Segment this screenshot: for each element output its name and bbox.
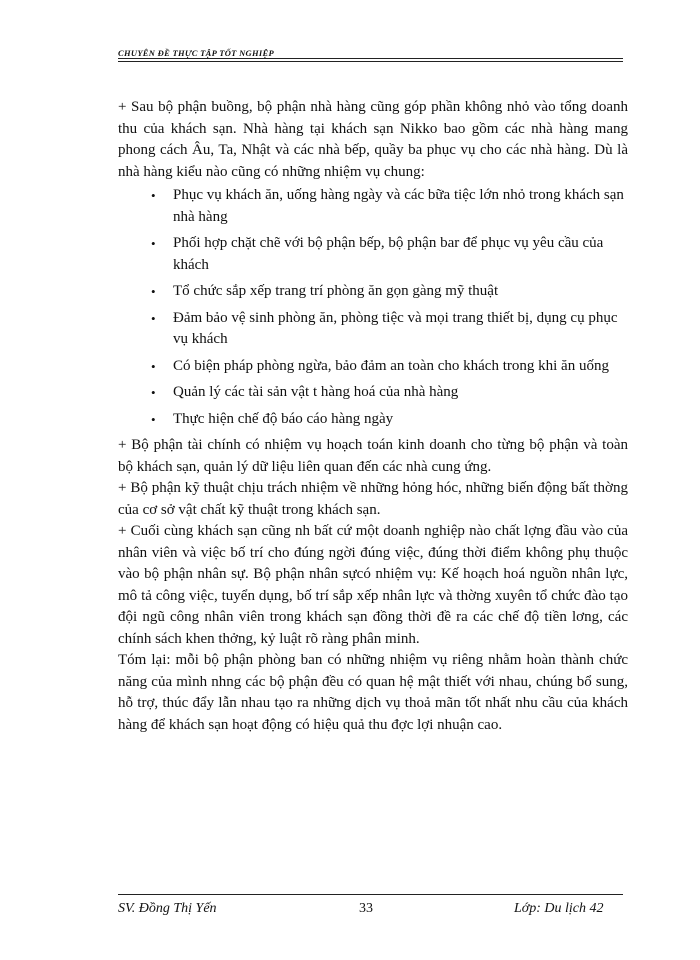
bullet-icon: • xyxy=(151,284,156,299)
list-item xyxy=(118,233,628,276)
list-item xyxy=(118,356,628,378)
list-item xyxy=(118,382,628,404)
list-item xyxy=(118,185,628,228)
bullet-icon: • xyxy=(151,358,156,374)
document-body xyxy=(118,97,628,736)
list-item xyxy=(118,308,628,351)
bullet-icon: • xyxy=(151,188,156,203)
list-item-text: Đảm bảo vệ sinh phòng ăn, phòng tiệc và mọi trang thiết bị, dụng cụ phục vụ khách xyxy=(173,309,618,347)
list-item-text: Phục vụ khách ăn, uống hàng ngày và các bữa tiệc lớn nhỏ trong khách sạn nhà hàng xyxy=(173,187,624,225)
duties-list xyxy=(118,185,628,430)
list-item-text: Thực hiện chế độ báo cáo hàng ngày xyxy=(173,410,394,427)
paragraph-technical: + Bộ phận kỹ thuật chịu trách nhiệm về những hỏng hóc, những biến động bất thờng của cơ sở vật chất kỹ thuật trong khách sạn. xyxy=(118,480,628,518)
bullet-icon: • xyxy=(151,411,156,427)
header-divider-double xyxy=(118,61,623,62)
page-number: 33 xyxy=(359,901,373,916)
footer-divider xyxy=(118,894,623,895)
list-item xyxy=(118,409,628,431)
list-item-text: Quản lý các tài sản vật t hàng hoá của nhà hàng xyxy=(173,384,459,400)
footer-class: Lớp: Du lịch 42 xyxy=(514,901,604,916)
paragraph-restaurant: + Sau bộ phận buồng, bộ phận nhà hàng cũng góp phần không nhỏ vào tổng doanh thu của khách sạn. Nhà hàng tại khách sạn Nikko bao gồm các nhà hàng mang phong cách Âu, Ta, Nhật và các nhà bếp, quầy ba phục vụ cho các nhà hàng. Dù là nhà hàng kiểu nào cũng có những nhiệm vụ chung: xyxy=(118,99,628,180)
list-item-text: Phối hợp chặt chẽ với bộ phận bếp, bộ phận bar để phục vụ yêu cầu của khách xyxy=(173,235,604,273)
bullet-icon: • xyxy=(151,385,156,400)
footer-student-name: SV. Đồng Thị Yến xyxy=(118,901,217,916)
list-item xyxy=(118,281,628,303)
bullet-icon: • xyxy=(151,236,156,251)
page-header-title: CHUYÊN ĐỀ THỰC TẬP TỐT NGHIỆP xyxy=(118,48,274,58)
bullet-icon: • xyxy=(151,310,156,326)
header-divider xyxy=(118,58,623,59)
list-item-text: Tổ chức sắp xếp trang trí phòng ăn gọn gàng mỹ thuật xyxy=(173,283,499,299)
paragraph-summary: Tóm lại: mỗi bộ phận phòng ban có những nhiệm vụ riêng nhằm hoàn thành chức năng của mình nhng các bộ phận đều có quan hệ mật thiết với nhau, chúng bổ sung, hỗ trợ, thúc đẩy lẫn nhau tạo ra những dịch vụ thoả mãn tốt nhất nhu cầu của khách hàng để khách sạn hoạt động có hiệu quả thu đợc lợi nhuận cao. xyxy=(118,652,628,733)
paragraph-finance: + Bộ phận tài chính có nhiệm vụ hoạch toán kinh doanh cho từng bộ phận và toàn bộ khách sạn, quản lý dữ liệu liên quan đến các nhà cung ứng. xyxy=(118,437,628,475)
list-item-text: Có biện pháp phòng ngừa, bảo đảm an toàn cho khách trong khi ăn uống xyxy=(173,357,609,374)
paragraph-hr: + Cuối cùng khách sạn cũng nh bất cứ một doanh nghiệp nào chất lợng đầu vào của nhân viên và việc bố trí cho đúng ngời đúng việc, đúng thời điểm không phụ thuộc vào bộ phận nhân sự. Bộ phận nhân sựcó nhiệm vụ: Kế hoạch hoá nguồn nhân lực, mô tả công việc, tuyển dụng, bố trí sắp xếp nhân lực và thờng xuyên tổ chức đào tạo đội ngũ công nhân viên trong khách sạn đồng thời đề ra các chế độ tiền lơng, các chính sách khen thởng, kỷ luật rõ ràng phân minh. xyxy=(118,523,628,647)
